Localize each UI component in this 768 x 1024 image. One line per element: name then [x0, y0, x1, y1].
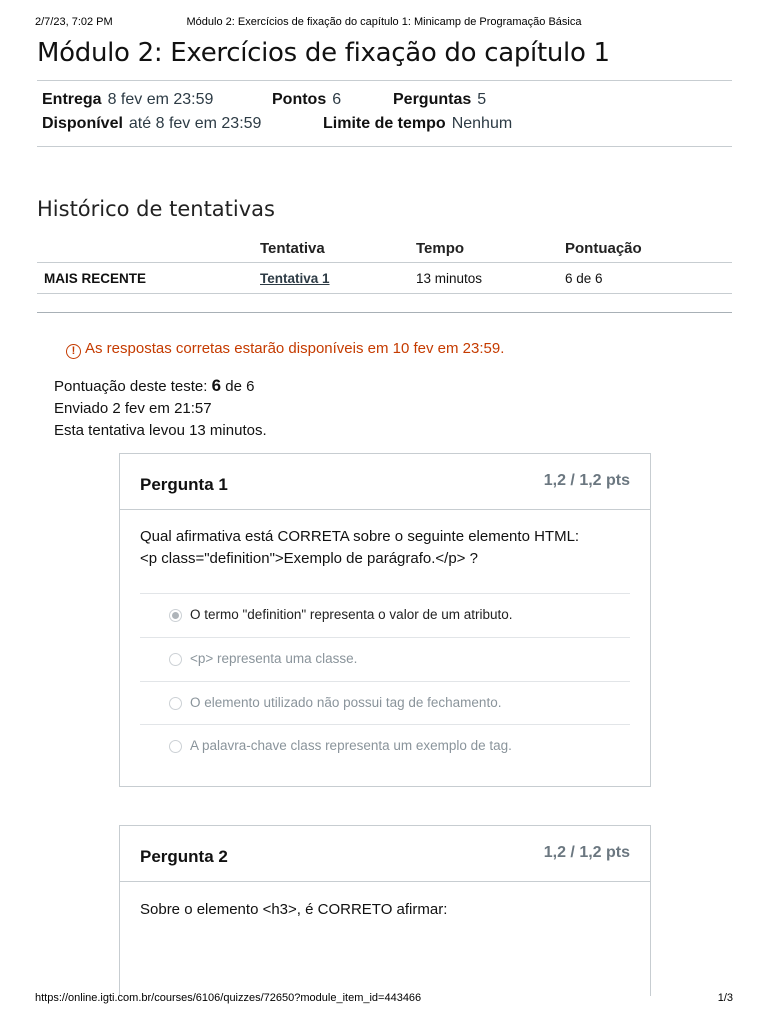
- divider: [37, 312, 732, 313]
- due-label: Entrega: [42, 91, 102, 108]
- divider: [37, 146, 732, 147]
- page-title: Módulo 2: Exercícios de fixação do capítulo 1: [37, 38, 610, 68]
- answer-option[interactable]: [140, 681, 630, 725]
- alert-circle-icon: !: [66, 344, 81, 359]
- quiz-meta-row-1: [42, 91, 213, 109]
- score-total: de 6: [225, 378, 255, 395]
- radio-icon[interactable]: [169, 697, 182, 710]
- notice-text: As respostas corretas estarão disponíveis em 10 fev em 23:59.: [85, 340, 505, 357]
- col-header-score: Pontuação: [565, 240, 642, 257]
- question-card-1: [119, 453, 651, 787]
- questions-meta: [393, 91, 486, 109]
- question-text-line-1: Sobre o elemento <h3>, é CORRETO afirmar:: [140, 901, 448, 918]
- score-value: 6: [211, 376, 222, 395]
- duration-text: Esta tentativa levou 13 minutos.: [54, 422, 267, 439]
- question-text-line-1: Qual afirmativa está CORRETA sobre o seguinte elemento HTML:: [140, 528, 580, 545]
- score-label: Pontuação deste teste:: [54, 378, 208, 395]
- questions-value: 5: [477, 91, 487, 108]
- question-text-line-2: <p class="definition">Exemplo de parágrafo.</p> ?: [140, 550, 478, 567]
- question-title: Pergunta 2: [140, 847, 228, 866]
- available-meta: [42, 115, 261, 133]
- points-value: 6: [332, 91, 342, 108]
- history-table-header: [37, 232, 732, 263]
- answer-label: <p> representa uma classe.: [190, 651, 358, 666]
- question-points: 1,2 / 1,2 pts: [543, 844, 630, 861]
- question-header: [120, 826, 650, 882]
- time-limit-value: Nenhum: [451, 115, 513, 132]
- answer-label: O termo "definition" representa o valor de um atributo.: [190, 607, 513, 622]
- answer-label: A palavra-chave class representa um exemplo de tag.: [190, 738, 512, 753]
- radio-icon[interactable]: [169, 653, 182, 666]
- points-meta: [272, 91, 341, 109]
- submitted-text: Enviado 2 fev em 21:57: [54, 400, 212, 417]
- answer-label: O elemento utilizado não possui tag de fechamento.: [190, 695, 502, 710]
- print-datetime: 2/7/23, 7:02 PM: [35, 16, 113, 28]
- radio-icon[interactable]: [169, 740, 182, 753]
- radio-selected-icon[interactable]: [169, 609, 182, 622]
- answer-option[interactable]: [140, 637, 630, 681]
- table-row: [37, 263, 732, 294]
- col-header-attempt: Tentativa: [260, 240, 325, 257]
- answers-notice: [66, 340, 504, 359]
- time-limit-label: Limite de tempo: [323, 115, 446, 132]
- time-cell: 13 minutos: [416, 271, 483, 286]
- history-table: [37, 232, 732, 294]
- available-label: Disponível: [42, 115, 123, 132]
- print-url: https://online.igti.com.br/courses/6106/quizzes/72650?module_item_id=443466: [35, 992, 422, 1004]
- divider: [37, 80, 732, 81]
- score-summary: [54, 376, 254, 396]
- time-limit-meta: [323, 115, 512, 133]
- question-title: Pergunta 1: [140, 475, 228, 494]
- print-footer: [35, 992, 733, 1006]
- answer-option[interactable]: [140, 724, 630, 768]
- score-cell: 6 de 6: [565, 271, 603, 286]
- question-header: [120, 454, 650, 510]
- questions-label: Perguntas: [393, 91, 472, 108]
- question-points: 1,2 / 1,2 pts: [543, 472, 630, 489]
- available-value: até 8 fev em 23:59: [128, 115, 262, 132]
- attempt-link[interactable]: Tentativa 1: [260, 271, 330, 286]
- row-label: MAIS RECENTE: [44, 271, 147, 286]
- print-header: [35, 16, 733, 30]
- print-page-number: 1/3: [717, 992, 733, 1004]
- history-heading: Histórico de tentativas: [37, 197, 275, 221]
- question-card-2: [119, 825, 651, 996]
- points-label: Pontos: [272, 91, 327, 108]
- print-doc-title: Módulo 2: Exercícios de fixação do capítulo 1: Minicamp de Programação Básica: [186, 16, 582, 28]
- answer-option[interactable]: [140, 593, 630, 637]
- attempt-cell: [260, 271, 330, 286]
- due-value: 8 fev em 23:59: [107, 91, 214, 108]
- col-header-time: Tempo: [416, 240, 465, 257]
